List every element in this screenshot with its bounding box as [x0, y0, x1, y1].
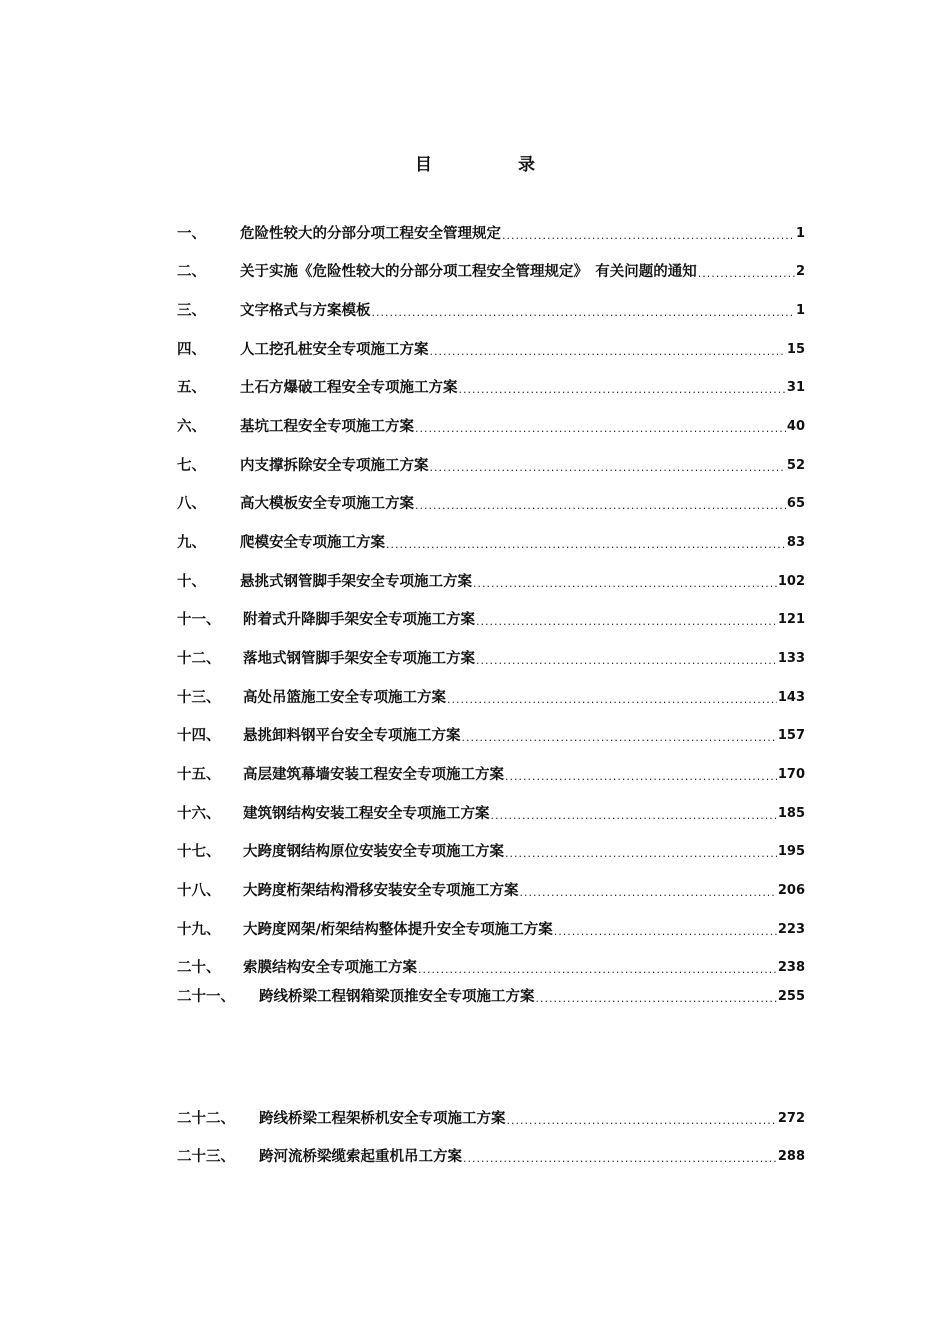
toc-entry-page: 255	[777, 989, 805, 1004]
toc-entry-number: 三、	[177, 303, 206, 319]
toc-entry[interactable]	[177, 377, 805, 399]
toc-entry-page: 1	[795, 303, 805, 318]
toc-entry-page: 238	[777, 960, 805, 975]
toc-leader-dots	[491, 807, 777, 825]
toc-entry-title: 关于实施《危险性较大的分部分项工程安全管理规定》 有关问题的通知	[240, 264, 697, 280]
toc-entry-number: 六、	[177, 419, 206, 435]
toc-entry-page: 223	[777, 922, 805, 937]
toc-entry-page: 143	[777, 690, 805, 705]
toc-leader-dots	[476, 652, 777, 670]
toc-entry[interactable]	[177, 841, 805, 863]
toc-entry-title: 爬模安全专项施工方案	[240, 535, 385, 551]
toc-entry[interactable]	[177, 493, 805, 515]
toc-leader-dots	[476, 613, 777, 631]
toc-entry-title: 危险性较大的分部分项工程安全管理规定	[240, 226, 501, 242]
toc-leader-dots	[698, 265, 795, 283]
toc-entry-number: 十三、	[177, 690, 221, 706]
toc-entry-number: 十五、	[177, 767, 221, 783]
toc-leader-dots	[430, 343, 786, 361]
toc-leader-dots	[430, 459, 786, 477]
toc-entry-number: 十七、	[177, 844, 221, 860]
toc-entry-page: 121	[777, 612, 805, 627]
toc-entry[interactable]	[177, 532, 805, 554]
toc-leader-dots	[505, 845, 777, 863]
toc-entry-title: 基坑工程安全专项施工方案	[240, 419, 414, 435]
toc-entry-page: 195	[777, 844, 805, 859]
toc-leader-dots	[554, 923, 777, 941]
toc-entry-title: 大跨度网架/桁架结构整体提升安全专项施工方案	[243, 922, 553, 938]
toc-entry[interactable]	[177, 957, 805, 979]
toc-entry-page: 40	[786, 419, 805, 434]
toc-entry[interactable]	[177, 880, 805, 902]
toc-entry-title: 大跨度桁架结构滑移安装安全专项施工方案	[243, 883, 519, 899]
toc-entry-number: 二十一、	[177, 989, 235, 1005]
toc-entry[interactable]	[177, 648, 805, 670]
toc-entry-page: 288	[777, 1149, 805, 1164]
toc-entry[interactable]	[177, 609, 805, 631]
toc-entry-number: 五、	[177, 380, 206, 396]
toc-entry-page: 170	[777, 767, 805, 782]
toc-entry-title: 悬挑卸料钢平台安全专项施工方案	[243, 728, 461, 744]
toc-entry-page: 2	[795, 264, 805, 279]
toc-entry-title: 悬挑式钢管脚手架安全专项施工方案	[240, 574, 472, 590]
toc-leader-dots	[415, 497, 786, 515]
toc-entry-title: 跨线桥梁工程架桥机安全专项施工方案	[259, 1111, 506, 1127]
toc-entry-title: 高层建筑幕墙安装工程安全专项施工方案	[243, 767, 504, 783]
toc-leader-dots	[372, 304, 795, 322]
toc-entry-title: 土石方爆破工程安全专项施工方案	[240, 380, 458, 396]
toc-entry-number: 十二、	[177, 651, 221, 667]
toc-entry-number: 八、	[177, 496, 206, 512]
toc-leader-dots	[418, 961, 777, 979]
toc-entry-number: 十、	[177, 574, 206, 590]
toc-entry-page: 206	[777, 883, 805, 898]
toc-entry-number: 十一、	[177, 612, 221, 628]
toc-entry-page: 65	[786, 496, 805, 511]
toc-entry-page: 157	[777, 728, 805, 743]
toc-entry[interactable]	[177, 223, 805, 245]
toc-entry-page: 83	[786, 535, 805, 550]
toc-entry-number: 十四、	[177, 728, 221, 744]
toc-entry-number: 十六、	[177, 806, 221, 822]
toc-leader-dots	[447, 691, 777, 709]
toc-entry-page: 31	[786, 380, 805, 395]
toc-entry[interactable]	[177, 300, 805, 322]
toc-entry-title: 内支撑拆除安全专项施工方案	[240, 458, 429, 474]
toc-entry[interactable]	[177, 261, 805, 283]
toc-entry[interactable]	[177, 1108, 805, 1130]
toc-leader-dots	[415, 420, 786, 438]
toc-entry[interactable]	[177, 455, 805, 477]
toc-leader-dots	[462, 729, 777, 747]
toc-leader-dots	[459, 381, 786, 399]
toc-entry-number: 十九、	[177, 922, 221, 938]
toc-entry-title: 建筑钢结构安装工程安全专项施工方案	[243, 806, 490, 822]
toc-leader-dots	[386, 536, 786, 554]
toc-entry-title: 高处吊篮施工安全专项施工方案	[243, 690, 446, 706]
toc-entry-number: 四、	[177, 342, 206, 358]
toc-entry-number: 十八、	[177, 883, 221, 899]
toc-entry-number: 九、	[177, 535, 206, 551]
toc-entry-title: 索膜结构安全专项施工方案	[243, 960, 417, 976]
toc-entry[interactable]	[177, 764, 805, 786]
toc-entry-title: 人工挖孔桩安全专项施工方案	[240, 342, 429, 358]
toc-entry[interactable]	[177, 919, 805, 941]
toc-entry[interactable]	[177, 687, 805, 709]
toc-entry-title: 文字格式与方案模板	[240, 303, 371, 319]
toc-entry-number: 二十、	[177, 960, 221, 976]
toc-entry-title: 落地式钢管脚手架安全专项施工方案	[243, 651, 475, 667]
toc-entry-number: 二、	[177, 264, 206, 280]
toc-entry-title: 附着式升降脚手架安全专项施工方案	[243, 612, 475, 628]
toc-leader-dots	[520, 884, 777, 902]
toc-entry[interactable]	[177, 571, 805, 593]
toc-entry[interactable]	[177, 339, 805, 361]
toc-entry-title: 跨河流桥梁缆索起重机吊工方案	[259, 1149, 462, 1165]
toc-entry[interactable]	[177, 803, 805, 825]
toc-entry-title: 高大模板安全专项施工方案	[240, 496, 414, 512]
page-title: 目 录	[415, 155, 575, 175]
toc-entry[interactable]	[177, 416, 805, 438]
toc-entry[interactable]	[177, 725, 805, 747]
toc-leader-dots	[463, 1150, 777, 1168]
toc-leader-dots	[536, 990, 777, 1008]
toc-leader-dots	[473, 575, 777, 593]
toc-entry-title: 大跨度钢结构原位安装安全专项施工方案	[243, 844, 504, 860]
toc-entry-title: 跨线桥梁工程钢箱梁顶推安全专项施工方案	[259, 989, 535, 1005]
toc-leader-dots	[502, 227, 795, 245]
toc-entry-page: 1	[795, 226, 805, 241]
toc-leader-dots	[507, 1112, 777, 1130]
toc-entry[interactable]	[177, 986, 805, 1008]
toc-entry-number: 七、	[177, 458, 206, 474]
toc-entry-page: 272	[777, 1111, 805, 1126]
toc-entry-page: 185	[777, 806, 805, 821]
toc-entry-page: 102	[777, 574, 805, 589]
toc-leader-dots	[505, 768, 777, 786]
toc-entry-page: 52	[786, 458, 805, 473]
toc-entry-number: 二十二、	[177, 1111, 235, 1127]
toc-entry-number: 二十三、	[177, 1149, 235, 1165]
toc-entry[interactable]	[177, 1146, 805, 1168]
toc-entry-page: 15	[786, 342, 805, 357]
toc-entry-number: 一、	[177, 226, 206, 242]
toc-entry-page: 133	[777, 651, 805, 666]
